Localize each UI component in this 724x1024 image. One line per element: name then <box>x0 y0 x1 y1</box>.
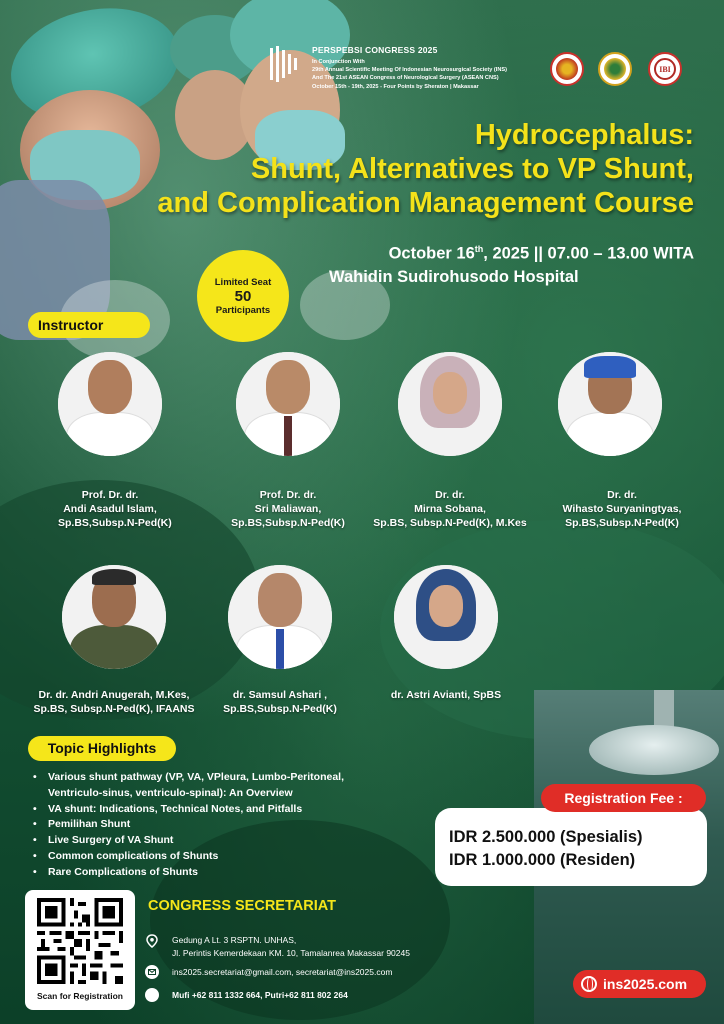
instructor-photo <box>228 565 332 669</box>
topic-item: • VA shunt: Indications, Technical Notes, and Pitfalls <box>30 802 410 818</box>
ibi-logo-icon: IBI <box>648 52 682 86</box>
fee-specialist: IDR 2.500.000 (Spesialis) <box>449 828 643 846</box>
topic-highlights-heading: Topic Highlights <box>28 736 176 761</box>
congress-subtitle <box>312 58 542 91</box>
email-icon <box>145 965 159 979</box>
perspebsi-logo-icon <box>550 52 584 86</box>
website-text: ins2025.com <box>603 976 688 992</box>
congress-title: PERSPEBSI CONGRESS 2025 <box>312 45 438 55</box>
congress-logo-icon <box>268 44 302 84</box>
congress-sub-line: And The 21st ASEAN Congress of Neurological Surgery (ASEAN CNS) <box>312 75 499 82</box>
instructor-photo <box>62 565 166 669</box>
secretariat-phone[interactable]: Mufi +62 811 1332 664, Putri+62 811 802 264 <box>172 990 348 1000</box>
seat-unit: Participants <box>215 304 271 316</box>
course-title-line: Shunt, Alternatives to VP Shunt, <box>250 153 694 185</box>
globe-icon <box>581 976 597 992</box>
topic-list <box>30 770 410 881</box>
seat-label: Limited Seat <box>214 276 272 288</box>
phone-icon <box>145 988 159 1002</box>
secretariat-address: Gedung A Lt. 3 RSPTN. UNHAS, Jl. Perintis Kemerdekaan KM. 10, Tamalanrea Makassar 90245 <box>172 935 410 958</box>
surgical-lamp-arm <box>654 690 674 730</box>
instructor-name: dr. Samsul Ashari , Sp.BS,Subsp.N-Ped(K) <box>223 689 337 715</box>
congress-sub-line: October 15th - 19th, 2025 - Four Points by Sheraton | Makassar <box>312 83 479 90</box>
seat-count: 50 <box>234 287 252 305</box>
instructor-heading: Instructor <box>28 312 150 338</box>
event-venue: Wahidin Sudirohusodo Hospital <box>329 268 579 286</box>
topic-item: • Pemilihan Shunt <box>30 817 410 833</box>
course-title <box>157 118 694 220</box>
course-title-line: Hydrocephalus: <box>474 119 694 151</box>
instructor-name: Dr. dr. Wihasto Suryaningtyas, Sp.BS,Subsp.N-Ped(K) <box>562 489 682 529</box>
topic-item: • Live Surgery of VA Shunt <box>30 833 410 849</box>
qr-code-icon[interactable] <box>37 898 123 984</box>
congress-sub-line: In Conjunction With <box>312 59 365 65</box>
secretariat-title: CONGRESS SECRETARIAT <box>148 898 336 914</box>
congress-sub-line: 29th Annual Scientific Meeting Of Indonesian Neurosurgical Society (INS) <box>312 67 507 74</box>
instructor-name: Prof. Dr. dr. Andi Asadul Islam, Sp.BS,Subsp.N-Ped(K) <box>58 489 172 529</box>
registration-fee-box <box>435 808 707 886</box>
topic-item: • Rare Complications of Shunts <box>30 865 410 881</box>
instructor-name: Prof. Dr. dr. Sri Maliawan, Sp.BS,Subsp.N-Ped(K) <box>231 489 345 529</box>
qr-label: Scan for Registration <box>37 991 123 1001</box>
instructor-photo <box>394 565 498 669</box>
registration-qr-card[interactable] <box>25 890 135 1010</box>
course-title-line: and Complication Management Course <box>157 187 694 219</box>
limited-seat-badge <box>197 250 289 342</box>
topic-item: • Common complications of Shunts <box>30 849 410 865</box>
instructor-photo <box>236 352 340 456</box>
instructor-name: Dr. dr. Mirna Sobana, Sp.BS, Subsp.N-Ped(K), M.Kes <box>373 489 527 529</box>
instructor-name: dr. Astri Avianti, SpBS <box>390 689 502 701</box>
asean-cns-logo-icon <box>598 52 632 86</box>
fee-resident: IDR 1.000.000 (Residen) <box>449 851 636 869</box>
secretariat-email[interactable]: ins2025.secretariat@gmail.com, secretariat@ins2025.com <box>172 967 393 977</box>
location-pin-icon <box>145 934 159 948</box>
instructor-photo <box>398 352 502 456</box>
instructor-name: Dr. dr. Andri Anugerah, M.Kes, Sp.BS, Subsp.N-Ped(K), IFAANS <box>33 689 195 715</box>
instructor-photo <box>558 352 662 456</box>
registration-fee-label: Registration Fee : <box>541 784 706 812</box>
website-link[interactable] <box>573 970 706 998</box>
instructor-photo <box>58 352 162 456</box>
surgical-lamp-icon <box>589 725 719 775</box>
event-date: October 16th, 2025 || 07.00 – 13.00 WITA <box>388 244 694 263</box>
topic-item: • Various shunt pathway (VP, VA, VPleura, Lumbo-Peritoneal, Ventriculo-sinus, ventriculo-spinal): An Overview <box>30 770 410 802</box>
